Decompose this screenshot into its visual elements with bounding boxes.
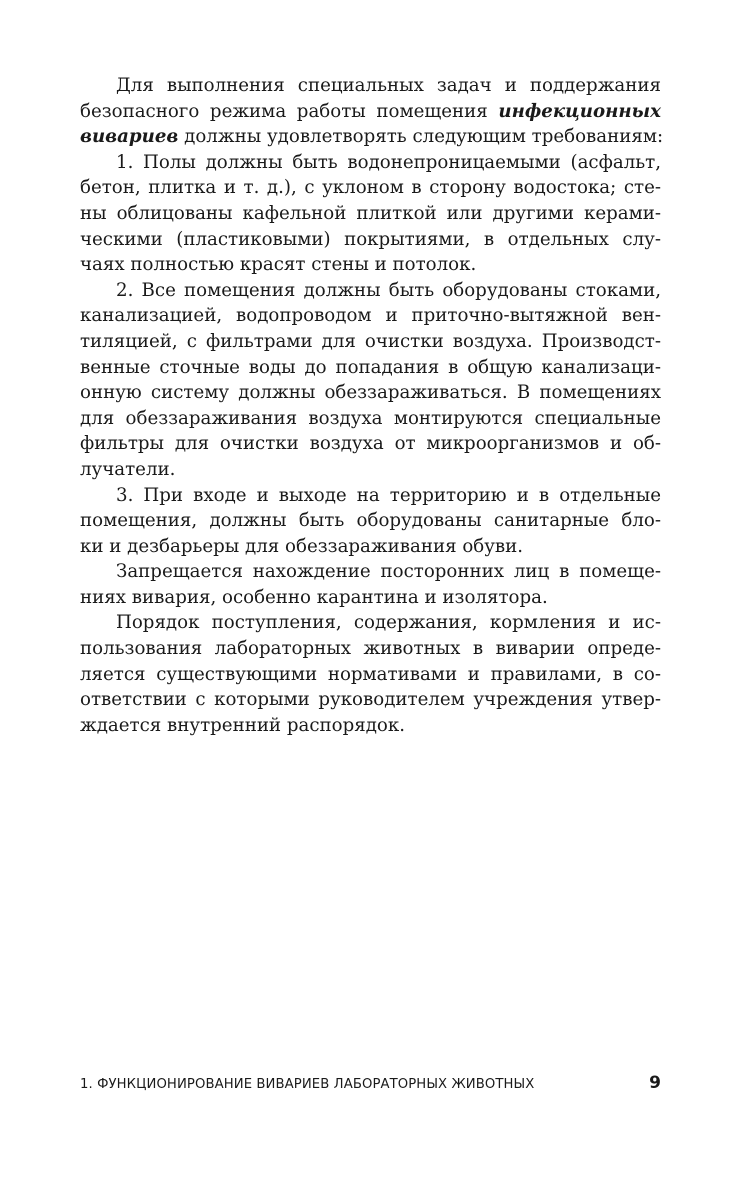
emphasized-term: инфекционных xyxy=(498,100,661,122)
text-line: ляется существующими нормативами и правилами, в со- xyxy=(80,663,661,685)
text-line: пользования лабораторных животных в виварии опреде- xyxy=(80,638,661,660)
text-line: ниях вивария, особенно карантина и изолятора. xyxy=(80,586,548,608)
paragraph xyxy=(80,73,664,150)
text-line: бетон, плитка и т. д.), с уклоном в сторону водостока; сте- xyxy=(80,177,661,199)
text-line: 1. Полы должны быть водонепроницаемыми (асфальт, xyxy=(116,151,661,173)
text-line: ки и дезбарьеры для обеззараживания обуви. xyxy=(80,535,524,557)
text-line: 3. При входе и выходе на территорию и в отдельные xyxy=(116,484,661,506)
text-line: чаях полностью красят стены и потолок. xyxy=(80,254,477,276)
paragraph xyxy=(80,278,661,483)
text-line: ждается внутренний распорядок. xyxy=(80,714,405,736)
emphasized-term: вивариев xyxy=(80,126,179,148)
text-line: Запрещается нахождение посторонних лиц в помеще- xyxy=(116,561,661,583)
text-line: 2. Все помещения должны быть оборудованы стоками, xyxy=(116,279,661,301)
text-line: ческими (пластиковыми) покрытиями, в отдельных слу- xyxy=(80,228,661,250)
text-line: ны облицованы кафельной плиткой или другими керами- xyxy=(80,202,661,224)
text-line: Для выполнения специальных задач и поддержания xyxy=(116,75,661,96)
paragraph xyxy=(80,150,661,278)
paragraph xyxy=(80,610,661,738)
text-line: Порядок поступления, содержания, кормления и ис- xyxy=(116,612,661,634)
text-line: ответствии с которыми руководителем учреждения утвер- xyxy=(80,689,661,711)
text-line: для обеззараживания воздуха монтируются специальные xyxy=(80,407,661,429)
page-footer xyxy=(80,1073,661,1099)
text-segment: безопасного режима работы помещения xyxy=(80,100,488,122)
text-line: тиляцией, с фильтрами для очистки воздуха. Производст- xyxy=(80,330,661,352)
text-line: лучатели. xyxy=(80,458,176,480)
paragraph xyxy=(80,559,661,610)
text-line xyxy=(80,99,661,125)
text-line: венные сточные воды до попадания в общую канализаци- xyxy=(80,356,661,378)
text-line: помещения, должны быть оборудованы санитарные бло- xyxy=(80,510,661,532)
text-line: онную систему должны обеззараживаться. В помещениях xyxy=(80,382,661,404)
text-line: фильтры для очистки воздуха от микроорганизмов и об- xyxy=(80,433,661,455)
body-text xyxy=(80,73,664,738)
page-number: 9 xyxy=(649,1073,661,1093)
text-line xyxy=(80,124,664,150)
text-segment: должны удовлетворять следующим требованиям: xyxy=(184,126,664,148)
text-line: канализацией, водопроводом и приточно-вытяжной вен- xyxy=(80,305,661,327)
paragraph xyxy=(80,483,661,560)
running-head: 1. ФУНКЦИОНИРОВАНИЕ ВИВАРИЕВ ЛАБОРАТОРНЫХ ЖИВОТНЫХ xyxy=(80,1077,535,1092)
